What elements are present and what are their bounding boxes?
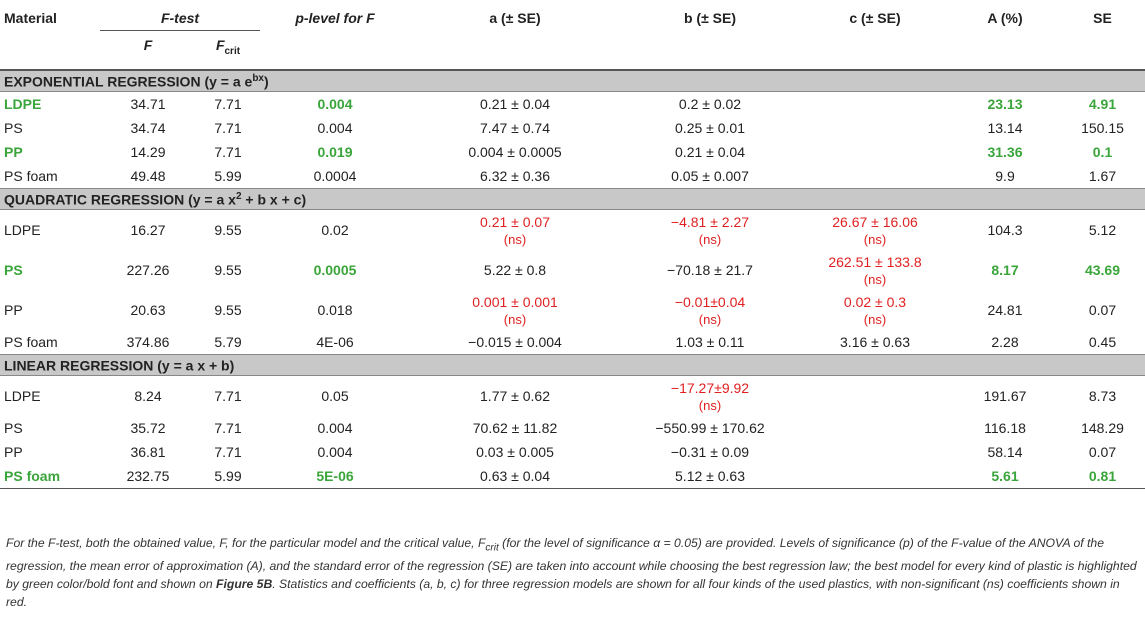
cell-a: 0.004 ± 0.0005 xyxy=(468,144,562,160)
cell-material: PP xyxy=(4,444,23,460)
cell-b: −70.18 ± 21.7 xyxy=(667,262,753,278)
cell-A: 9.9 xyxy=(995,168,1015,184)
cell-c: 262.51 ± 133.8 (ns) xyxy=(828,253,922,287)
cell-F: 49.48 xyxy=(130,168,166,184)
cell-material: PS foam xyxy=(0,464,100,489)
table-row xyxy=(0,250,1145,290)
cell-SE: 5.12 xyxy=(1088,222,1117,238)
cell-b: 0.25 ± 0.01 xyxy=(675,120,745,136)
cell-SE: 0.45 xyxy=(1088,334,1117,350)
cell-material: PS xyxy=(4,420,23,436)
header-b: b (± SE) xyxy=(683,10,736,27)
cell-p: 4E-06 xyxy=(316,334,354,350)
table-row xyxy=(0,210,1145,251)
cell-b: −0.01±0.04 (ns) xyxy=(674,293,746,327)
cell-SE: 1.67 xyxy=(1088,168,1117,184)
section-header xyxy=(0,189,1145,210)
header-SE: SE xyxy=(1093,10,1112,27)
cell-F: 34.71 xyxy=(130,96,166,112)
header-material: Material xyxy=(4,10,57,27)
cell-b: 5.12 ± 0.63 xyxy=(620,464,800,489)
header-a: a (± SE) xyxy=(489,10,541,27)
cell-c xyxy=(800,116,950,140)
cell-A: 104.3 xyxy=(987,222,1023,238)
cell-SE: 0.81 xyxy=(1060,464,1145,489)
header-ftest: F-test xyxy=(100,0,260,31)
cell-p: 0.004 xyxy=(317,444,353,460)
cell-A: 116.18 xyxy=(984,420,1026,436)
cell-c: 3.16 ± 0.63 xyxy=(840,334,910,350)
cell-Fcrit: 9.55 xyxy=(214,222,242,238)
section-header xyxy=(0,70,1145,92)
cell-a: 0.63 ± 0.04 xyxy=(410,464,620,489)
cell-c xyxy=(800,140,950,164)
cell-material: PP xyxy=(4,144,23,160)
cell-F: 8.24 xyxy=(134,388,162,404)
cell-a: −0.015 ± 0.004 xyxy=(468,334,562,350)
cell-Fcrit: 5.79 xyxy=(214,334,242,350)
cell-SE: 148.29 xyxy=(1081,420,1124,436)
cell-SE: 4.91 xyxy=(1088,96,1117,112)
cell-c xyxy=(800,164,950,189)
cell-Fcrit: 5.99 xyxy=(196,464,260,489)
section-header xyxy=(0,355,1145,376)
cell-a: 1.77 ± 0.62 xyxy=(480,388,550,404)
section-title: LINEAR REGRESSION (y = a x + b) xyxy=(0,355,1145,376)
cell-F: 16.27 xyxy=(130,222,166,238)
cell-material: PP xyxy=(4,302,23,318)
header-A: A (%) xyxy=(987,10,1023,27)
cell-c xyxy=(800,440,950,464)
cell-A: 58.14 xyxy=(987,444,1023,460)
header-c: c (± SE) xyxy=(849,10,901,27)
cell-b: −550.99 ± 170.62 xyxy=(655,420,765,436)
cell-b: 0.21 ± 0.04 xyxy=(675,144,745,160)
cell-b: −17.27±9.92 (ns) xyxy=(670,379,750,413)
table-row xyxy=(0,464,1145,489)
table-row xyxy=(0,164,1145,189)
cell-a: 5.22 ± 0.8 xyxy=(483,262,547,278)
cell-F: 232.75 xyxy=(100,464,196,489)
cell-A: 31.36 xyxy=(987,144,1023,160)
cell-a: 0.21 ± 0.04 xyxy=(480,96,550,112)
cell-material: PS xyxy=(4,262,23,278)
cell-b: −4.81 ± 2.27 (ns) xyxy=(670,213,750,247)
table-caption: For the F-test, both the obtained value, F, for the particular model and the critical value, $F_{crit}$ (for the level of significance α = 0.05) are provided. Levels of significance (p) of the F-value of the ANOVA of the regression, the mean error of approximation (A), and the standard error of the regression (SE) are taken into account while choosing the best regression law; the best model for every kind of plastic is highlighted by green color/bold font and shown on Figure 5B. Statistics and coefficients (a, b, c) for three regression models are shown for all four kinds of the used plastics, with non-significant (ns) coefficients shown in red. xyxy=(6,536,1137,610)
cell-Fcrit: 7.71 xyxy=(214,420,242,436)
cell-SE: 0.07 xyxy=(1088,444,1117,460)
cell-c: 26.67 ± 16.06 (ns) xyxy=(832,213,918,247)
cell-Fcrit: 7.71 xyxy=(214,444,242,460)
table-row xyxy=(0,376,1145,417)
cell-c xyxy=(800,92,950,117)
cell-material: LDPE xyxy=(4,222,41,238)
cell-a: 0.001 ± 0.001 (ns) xyxy=(472,293,558,327)
section-title: QUADRATIC REGRESSION (y = a $x^2 + b$ x + c) xyxy=(0,189,1145,210)
cell-c: 0.02 ± 0.3 (ns) xyxy=(843,293,907,327)
cell-Fcrit: 5.99 xyxy=(214,168,242,184)
cell-p: 0.004 xyxy=(317,120,353,136)
cell-p: 0.0004 xyxy=(313,168,357,184)
cell-p: 5E-06 xyxy=(260,464,410,489)
cell-Fcrit: 7.71 xyxy=(214,120,242,136)
cell-material: LDPE xyxy=(4,388,41,404)
cell-b: 0.05 ± 0.007 xyxy=(671,168,749,184)
cell-Fcrit: 7.71 xyxy=(214,144,242,160)
cell-Fcrit: 7.71 xyxy=(214,388,242,404)
cell-SE: 0.1 xyxy=(1092,144,1113,160)
cell-material: PS foam xyxy=(4,168,58,184)
cell-a: 70.62 ± 11.82 xyxy=(472,420,558,436)
table-body xyxy=(0,70,1145,489)
cell-p: 0.05 xyxy=(321,388,349,404)
cell-a: 0.03 ± 0.005 xyxy=(476,444,554,460)
cell-Fcrit: 7.71 xyxy=(214,96,242,112)
table-row xyxy=(0,290,1145,330)
cell-SE: 0.07 xyxy=(1088,302,1117,318)
cell-SE: 8.73 xyxy=(1088,388,1117,404)
section-title: EXPONENTIAL REGRESSION (y = a $e^{bx}$) xyxy=(0,70,1145,92)
cell-SE: 150.15 xyxy=(1081,120,1124,136)
table-row xyxy=(0,416,1145,440)
cell-A: 5.61 xyxy=(950,464,1060,489)
header-f: F xyxy=(143,37,153,53)
cell-SE: 43.69 xyxy=(1084,262,1121,278)
cell-F: 374.86 xyxy=(126,334,170,350)
cell-p: 0.018 xyxy=(317,302,353,318)
table-row xyxy=(0,440,1145,464)
cell-c xyxy=(800,416,950,440)
cell-F: 35.72 xyxy=(130,420,166,436)
table-row xyxy=(0,140,1145,164)
header-plevel: p-level for F xyxy=(295,10,375,27)
cell-A: 24.81 xyxy=(987,302,1023,318)
cell-a: 7.47 ± 0.74 xyxy=(480,120,550,136)
cell-A: 23.13 xyxy=(987,96,1023,112)
cell-F: 36.81 xyxy=(130,444,166,460)
cell-F: 34.74 xyxy=(130,120,166,136)
cell-c xyxy=(800,464,950,489)
cell-A: 13.14 xyxy=(987,120,1023,136)
cell-p: 0.019 xyxy=(317,144,353,160)
cell-b: 0.2 ± 0.02 xyxy=(678,96,742,112)
cell-A: 8.17 xyxy=(991,262,1019,278)
cell-p: 0.004 xyxy=(317,96,353,112)
cell-b: −0.31 ± 0.09 xyxy=(670,444,750,460)
cell-b: 1.03 ± 0.11 xyxy=(675,334,745,350)
cell-p: 0.004 xyxy=(317,420,353,436)
cell-F: 20.63 xyxy=(130,302,166,318)
table-row xyxy=(0,116,1145,140)
cell-p: 0.0005 xyxy=(313,262,357,278)
cell-A: 2.28 xyxy=(991,334,1019,350)
cell-Fcrit: 9.55 xyxy=(214,262,242,278)
header-fcrit: $F_{crit}$ xyxy=(215,37,241,57)
table-row xyxy=(0,92,1145,117)
cell-c xyxy=(800,376,950,417)
cell-p: 0.02 xyxy=(321,222,349,238)
cell-F: 14.29 xyxy=(130,144,166,160)
cell-F: 227.26 xyxy=(126,262,170,278)
cell-material: PS xyxy=(4,120,23,136)
cell-a: 0.21 ± 0.07 (ns) xyxy=(480,213,550,247)
figure-link[interactable]: Figure 5B xyxy=(216,577,273,592)
cell-material: LDPE xyxy=(4,96,42,112)
cell-Fcrit: 9.55 xyxy=(214,302,242,318)
cell-A: 191.67 xyxy=(983,388,1027,404)
cell-material: PS foam xyxy=(4,334,58,350)
table-row xyxy=(0,330,1145,355)
cell-a: 6.32 ± 0.36 xyxy=(480,168,550,184)
